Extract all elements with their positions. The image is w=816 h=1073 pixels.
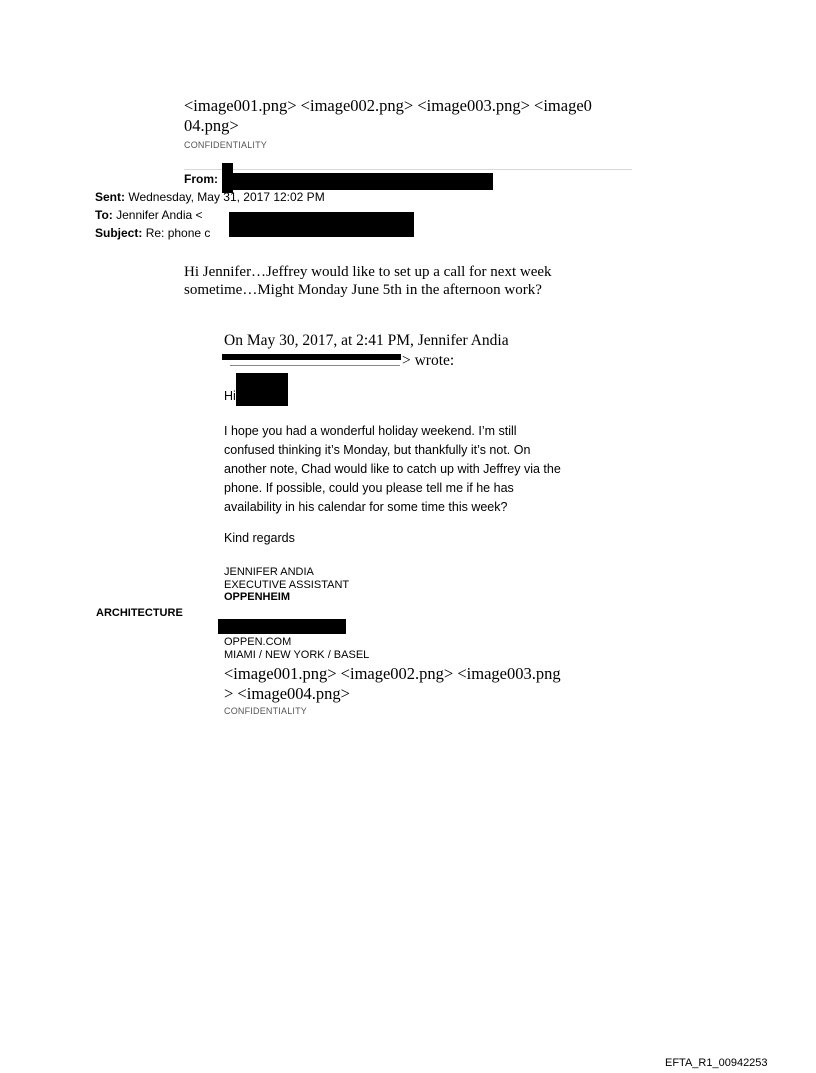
sent-row: [95, 190, 325, 205]
signature-website: OPPEN.COM: [224, 636, 292, 648]
quoted-closing: Kind regards: [224, 531, 295, 545]
subject-label: Subject:: [95, 226, 143, 240]
quoted-line: I hope you had a wonderful holiday weekend. I’m still: [224, 424, 517, 438]
signature-contact: [224, 636, 369, 661]
document-id: EFTA_R1_00942253: [665, 1057, 768, 1069]
redaction-block: [229, 212, 414, 237]
signature-image-refs: [224, 664, 561, 704]
from-row: [184, 172, 218, 187]
quoted-greeting: Hi: [224, 389, 236, 403]
quoted-line: another note, Chad would like to catch up with Jeffrey via the: [224, 462, 561, 476]
to-row: [95, 208, 203, 223]
header-divider: [184, 169, 632, 170]
reply-body: [184, 263, 552, 299]
sent-label: Sent:: [95, 190, 125, 204]
quoted-line: phone. If possible, could you please tell me if he has: [224, 481, 514, 495]
top-confidentiality: CONFIDENTIALITY: [184, 140, 268, 150]
quoted-paragraph: [224, 422, 561, 517]
top-image-refs: [184, 96, 592, 136]
signature-image-refs-line1: <image001.png> <image002.png> <image003.png: [224, 664, 561, 683]
redaction-block: [236, 373, 288, 406]
signature-confidentiality: CONFIDENTIALITY: [224, 706, 308, 716]
signature-company: OPPENHEIM: [224, 591, 291, 603]
subject-value: Re: phone c: [145, 226, 211, 240]
to-value: Jennifer Andia <: [116, 208, 203, 222]
signature-block: [224, 566, 349, 604]
redaction-block: [218, 619, 346, 634]
signature-architecture: ARCHITECTURE: [96, 607, 183, 619]
subject-row: [95, 226, 210, 241]
from-label: From:: [184, 172, 218, 186]
quoted-line: availability in his calendar for some time this week?: [224, 500, 508, 514]
quoted-line: confused thinking it’s Monday, but thankfully it’s not. On: [224, 443, 531, 457]
redaction-block: [222, 173, 493, 190]
sent-value: Wednesday, May 31, 2017 12:02 PM: [128, 190, 325, 204]
signature-cities: MIAMI / NEW YORK / BASEL: [224, 648, 370, 661]
signature-name: JENNIFER ANDIA: [224, 566, 314, 578]
redacted-email-underline: [230, 365, 400, 366]
redaction-block: [222, 354, 401, 360]
to-label: To:: [95, 208, 113, 222]
quoted-intro-line1: On May 30, 2017, at 2:41 PM, Jennifer Andia: [224, 332, 509, 349]
quoted-intro-wrote: > wrote:: [402, 352, 455, 369]
signature-title: EXECUTIVE ASSISTANT: [224, 578, 350, 591]
reply-line: sometime…Might Monday June 5th in the afternoon work?: [184, 282, 542, 298]
signature-image-refs-line2: > <image004.png>: [224, 684, 350, 703]
reply-line: Hi Jennifer…Jeffrey would like to set up a call for next week: [184, 264, 552, 280]
top-image-refs-line2: 04.png>: [184, 116, 239, 135]
top-image-refs-line1: <image001.png> <image002.png> <image003.png> <image0: [184, 96, 592, 115]
